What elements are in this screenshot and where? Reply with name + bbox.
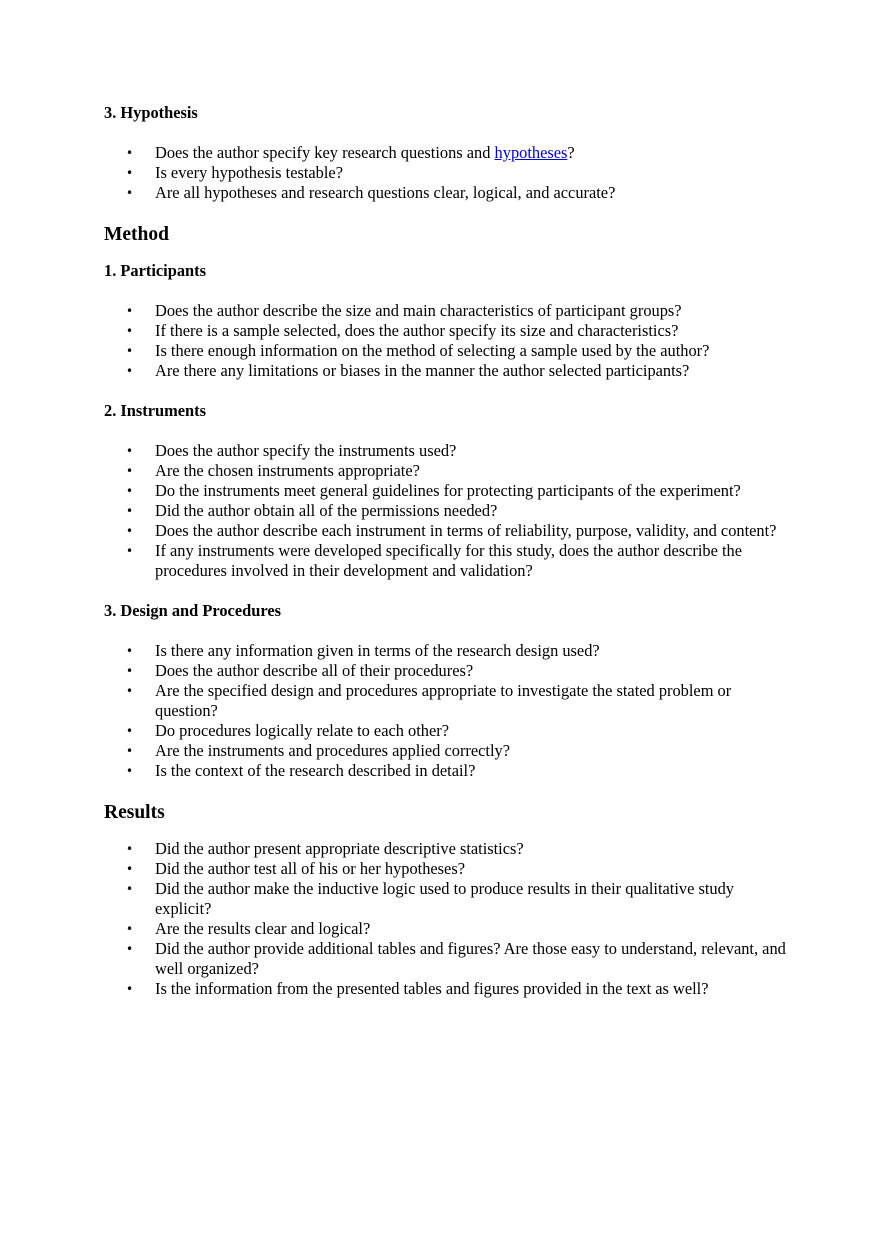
list-item: • Is there enough information on the method of selecting a sample used by the author?: [104, 341, 794, 361]
list-item: • Are all hypotheses and research questions clear, logical, and accurate?: [104, 183, 794, 203]
list-item: • Is every hypothesis testable?: [104, 163, 794, 183]
hypothesis-list: [104, 143, 794, 203]
list-item: • Does the author describe each instrument in terms of reliability, purpose, validity, and content?: [104, 521, 794, 541]
list-item: • Are there any limitations or biases in the manner the author selected participants?: [104, 361, 794, 381]
document-page: [104, 103, 794, 999]
list-item: • Are the results clear and logical?: [104, 919, 794, 939]
list-item: • Did the author provide additional tables and figures? Are those easy to understand, relevant, and well organized?: [104, 939, 794, 979]
results-list: [104, 839, 794, 999]
list-item: • Do the instruments meet general guidelines for protecting participants of the experiment?: [104, 481, 794, 501]
list-item: • Do procedures logically relate to each other?: [104, 721, 794, 741]
list-item: • Is the context of the research described in detail?: [104, 761, 794, 781]
list-item: • Is there any information given in terms of the research design used?: [104, 641, 794, 661]
item-text-suffix: ?: [567, 143, 575, 162]
item-text: Does the author specify key research questions and: [155, 143, 495, 162]
list-item: • If any instruments were developed specifically for this study, does the author describe the procedures involved in their development and validation?: [104, 541, 794, 581]
list-item: [104, 143, 794, 163]
list-item: • Did the author obtain all of the permissions needed?: [104, 501, 794, 521]
list-item: • Are the chosen instruments appropriate?: [104, 461, 794, 481]
hypotheses-link[interactable]: hypotheses: [494, 143, 568, 162]
participants-heading: 1. Participants: [104, 261, 206, 280]
hypothesis-heading: 3. Hypothesis: [104, 103, 198, 122]
method-heading: Method: [104, 224, 169, 245]
list-item: • Did the author present appropriate descriptive statistics?: [104, 839, 794, 859]
list-item: • Are the instruments and procedures applied correctly?: [104, 741, 794, 761]
instruments-heading: 2. Instruments: [104, 401, 206, 420]
participants-list: [104, 301, 794, 381]
list-item: • Did the author make the inductive logic used to produce results in their qualitative study explicit?: [104, 879, 794, 919]
results-heading: Results: [104, 802, 165, 823]
list-item: • Does the author specify the instruments used?: [104, 441, 794, 461]
list-item: • Did the author test all of his or her hypotheses?: [104, 859, 794, 879]
design-procedures-list: [104, 641, 794, 781]
design-procedures-heading: 3. Design and Procedures: [104, 601, 281, 620]
list-item: • Does the author describe all of their procedures?: [104, 661, 794, 681]
list-item: • Does the author describe the size and main characteristics of participant groups?: [104, 301, 794, 321]
list-item: • Is the information from the presented tables and figures provided in the text as well?: [104, 979, 794, 999]
instruments-list: [104, 441, 794, 581]
list-item: • If there is a sample selected, does the author specify its size and characteristics?: [104, 321, 794, 341]
list-item: • Are the specified design and procedures appropriate to investigate the stated problem or question?: [104, 681, 794, 721]
